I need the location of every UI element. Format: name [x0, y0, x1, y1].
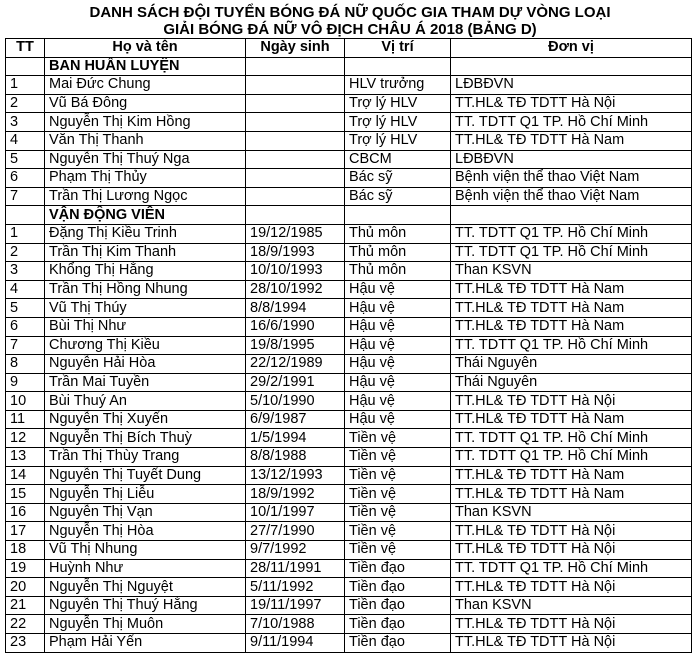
- cell-position: Trợ lý HLV: [345, 113, 451, 132]
- section-title: BAN HUẤN LUYỆN: [45, 57, 246, 76]
- cell-unit: TT.HL& TĐ TDTT Hà Nam: [451, 466, 692, 485]
- table-row: [6, 578, 692, 597]
- cell-unit: TT. TDTT Q1 TP. Hồ Chí Minh: [451, 224, 692, 243]
- cell-position: Bác sỹ: [345, 169, 451, 188]
- cell-unit: TT.HL& TĐ TDTT Hà Nội: [451, 578, 692, 597]
- cell-name: Nguyễn Thị Liễu: [45, 485, 246, 504]
- cell-unit: TT.HL& TĐ TDTT Hà Nội: [451, 522, 692, 541]
- empty-cell: [451, 206, 692, 225]
- cell-dob: 9/11/1994: [246, 634, 345, 653]
- cell-name: Nguyễn Thị Muôn: [45, 615, 246, 634]
- cell-tt: 7: [6, 336, 45, 355]
- cell-position: Tiền đạo: [345, 578, 451, 597]
- cell-position: Hậu vệ: [345, 355, 451, 374]
- cell-dob: 5/11/1992: [246, 578, 345, 597]
- cell-dob: 28/11/1991: [246, 559, 345, 578]
- cell-tt: 1: [6, 224, 45, 243]
- table-row: [6, 559, 692, 578]
- cell-dob: [246, 94, 345, 113]
- cell-dob: 5/10/1990: [246, 392, 345, 411]
- cell-name: Nguyễn Thị Xuyến: [45, 410, 246, 429]
- table-row: [6, 596, 692, 615]
- cell-dob: 19/8/1995: [246, 336, 345, 355]
- cell-position: Thủ môn: [345, 224, 451, 243]
- table-row: [6, 187, 692, 206]
- cell-tt: 2: [6, 243, 45, 262]
- empty-cell: [451, 57, 692, 76]
- cell-position: Tiền vệ: [345, 541, 451, 560]
- cell-name: Trần Thị Thùy Trang: [45, 448, 246, 467]
- table-row: [6, 373, 692, 392]
- table-row: [6, 131, 692, 150]
- cell-tt: 21: [6, 596, 45, 615]
- cell-unit: Than KSVN: [451, 596, 692, 615]
- cell-name: Nguyễn Thị Thuý Nga: [45, 150, 246, 169]
- cell-name: Văn Thị Thanh: [45, 131, 246, 150]
- cell-dob: 9/7/1992: [246, 541, 345, 560]
- cell-name: Phạm Thị Thủy: [45, 169, 246, 188]
- section-row: [6, 206, 692, 225]
- cell-dob: 6/9/1987: [246, 410, 345, 429]
- cell-dob: 7/10/1988: [246, 615, 345, 634]
- cell-position: Trợ lý HLV: [345, 131, 451, 150]
- cell-tt: 2: [6, 94, 45, 113]
- cell-tt: 16: [6, 503, 45, 522]
- cell-dob: 8/8/1994: [246, 299, 345, 318]
- table-row: [6, 541, 692, 560]
- table-row: [6, 243, 692, 262]
- empty-cell: [246, 57, 345, 76]
- cell-name: Nguyễn Thị Hòa: [45, 522, 246, 541]
- cell-unit: TT. TDTT Q1 TP. Hồ Chí Minh: [451, 429, 692, 448]
- cell-position: Hậu vệ: [345, 280, 451, 299]
- section-title: VẬN ĐỘNG VIÊN: [45, 206, 246, 225]
- cell-unit: TT.HL& TĐ TDTT Hà Nội: [451, 615, 692, 634]
- cell-position: Hậu vệ: [345, 299, 451, 318]
- header-name: Họ và tên: [45, 39, 246, 58]
- cell-unit: LĐBĐVN: [451, 150, 692, 169]
- cell-unit: TT.HL& TĐ TDTT Hà Nội: [451, 634, 692, 653]
- cell-unit: TT.HL& TĐ TDTT Hà Nam: [451, 317, 692, 336]
- empty-cell: [6, 57, 45, 76]
- cell-position: Tiền đạo: [345, 615, 451, 634]
- cell-tt: 5: [6, 299, 45, 318]
- table-row: [6, 410, 692, 429]
- cell-name: Mai Đức Chung: [45, 76, 246, 95]
- cell-name: Trần Thị Lương Ngọc: [45, 187, 246, 206]
- cell-unit: TT.HL& TĐ TDTT Hà Nội: [451, 392, 692, 411]
- cell-position: Bác sỹ: [345, 187, 451, 206]
- cell-unit: TT. TDTT Q1 TP. Hồ Chí Minh: [451, 336, 692, 355]
- cell-dob: 8/8/1988: [246, 448, 345, 467]
- cell-position: Tiền vệ: [345, 485, 451, 504]
- cell-tt: 22: [6, 615, 45, 634]
- cell-dob: 29/2/1991: [246, 373, 345, 392]
- cell-tt: 7: [6, 187, 45, 206]
- document-title: [0, 0, 700, 38]
- cell-name: Chương Thị Kiều: [45, 336, 246, 355]
- cell-tt: 3: [6, 113, 45, 132]
- cell-name: Khổng Thị Hằng: [45, 262, 246, 281]
- cell-position: Thủ môn: [345, 243, 451, 262]
- cell-tt: 5: [6, 150, 45, 169]
- cell-tt: 20: [6, 578, 45, 597]
- cell-position: Tiền vệ: [345, 429, 451, 448]
- cell-name: Vũ Bá Đông: [45, 94, 246, 113]
- table-row: [6, 355, 692, 374]
- table-row: [6, 299, 692, 318]
- roster-table: [5, 38, 692, 653]
- table-row: [6, 336, 692, 355]
- cell-dob: 10/1/1997: [246, 503, 345, 522]
- cell-position: Hậu vệ: [345, 410, 451, 429]
- table-row: [6, 280, 692, 299]
- cell-position: Tiền vệ: [345, 503, 451, 522]
- cell-tt: 14: [6, 466, 45, 485]
- cell-tt: 4: [6, 131, 45, 150]
- cell-unit: TT.HL& TĐ TDTT Hà Nam: [451, 280, 692, 299]
- table-row: [6, 94, 692, 113]
- table-row: [6, 76, 692, 95]
- cell-name: Huỳnh Như: [45, 559, 246, 578]
- cell-tt: 11: [6, 410, 45, 429]
- table-row: [6, 113, 692, 132]
- cell-dob: 19/12/1985: [246, 224, 345, 243]
- cell-unit: Bệnh viện thể thao Việt Nam: [451, 187, 692, 206]
- table-row: [6, 392, 692, 411]
- table-row: [6, 503, 692, 522]
- cell-unit: TT.HL& TĐ TDTT Hà Nam: [451, 410, 692, 429]
- section-row: [6, 57, 692, 76]
- cell-position: Trợ lý HLV: [345, 94, 451, 113]
- cell-tt: 12: [6, 429, 45, 448]
- cell-name: Nguyễn Thị Nguyệt: [45, 578, 246, 597]
- cell-tt: 15: [6, 485, 45, 504]
- cell-name: Nguyễn Thị Vạn: [45, 503, 246, 522]
- cell-dob: 27/7/1990: [246, 522, 345, 541]
- cell-unit: TT. TDTT Q1 TP. Hồ Chí Minh: [451, 113, 692, 132]
- cell-dob: 1/5/1994: [246, 429, 345, 448]
- cell-dob: 18/9/1993: [246, 243, 345, 262]
- cell-unit: TT.HL& TĐ TDTT Hà Nam: [451, 485, 692, 504]
- cell-unit: Thái Nguyên: [451, 373, 692, 392]
- title-line-1: DANH SÁCH ĐỘI TUYỂN BÓNG ĐÁ NỮ QUỐC GIA THAM DỰ VÒNG LOẠI: [89, 4, 611, 21]
- cell-position: Hậu vệ: [345, 336, 451, 355]
- cell-unit: TT. TDTT Q1 TP. Hồ Chí Minh: [451, 243, 692, 262]
- cell-dob: [246, 187, 345, 206]
- table-row: [6, 448, 692, 467]
- cell-position: HLV trưởng: [345, 76, 451, 95]
- table-row: [6, 522, 692, 541]
- cell-dob: 13/12/1993: [246, 466, 345, 485]
- cell-tt: 3: [6, 262, 45, 281]
- header-position: Vị trí: [345, 39, 451, 58]
- cell-name: Nguyễn Thị Bích Thuỳ: [45, 429, 246, 448]
- cell-dob: 10/10/1993: [246, 262, 345, 281]
- cell-name: Nguyễn Thị Kim Hồng: [45, 113, 246, 132]
- empty-cell: [6, 206, 45, 225]
- table-row: [6, 169, 692, 188]
- cell-position: Tiền vệ: [345, 448, 451, 467]
- cell-tt: 4: [6, 280, 45, 299]
- cell-name: Phạm Hải Yến: [45, 634, 246, 653]
- cell-tt: 6: [6, 317, 45, 336]
- table-body: [6, 57, 692, 652]
- cell-tt: 1: [6, 76, 45, 95]
- table-row: [6, 262, 692, 281]
- cell-tt: 19: [6, 559, 45, 578]
- cell-name: Trần Thị Kim Thanh: [45, 243, 246, 262]
- cell-unit: Than KSVN: [451, 262, 692, 281]
- table-row: [6, 634, 692, 653]
- cell-name: Nguyễn Thị Thuý Hằng: [45, 596, 246, 615]
- cell-tt: 18: [6, 541, 45, 560]
- empty-cell: [246, 206, 345, 225]
- empty-cell: [345, 57, 451, 76]
- table-row: [6, 317, 692, 336]
- cell-unit: TT. TDTT Q1 TP. Hồ Chí Minh: [451, 448, 692, 467]
- cell-name: Đặng Thị Kiều Trinh: [45, 224, 246, 243]
- empty-cell: [345, 206, 451, 225]
- cell-dob: [246, 113, 345, 132]
- table-row: [6, 615, 692, 634]
- cell-position: Tiền vệ: [345, 466, 451, 485]
- cell-dob: [246, 169, 345, 188]
- cell-position: Thủ môn: [345, 262, 451, 281]
- cell-position: Tiền đạo: [345, 596, 451, 615]
- table-row: [6, 150, 692, 169]
- cell-dob: [246, 76, 345, 95]
- cell-tt: 6: [6, 169, 45, 188]
- cell-dob: [246, 131, 345, 150]
- cell-unit: TT.HL& TĐ TDTT Hà Nam: [451, 131, 692, 150]
- cell-name: Bùi Thị Như: [45, 317, 246, 336]
- cell-unit: Bệnh viện thể thao Việt Nam: [451, 169, 692, 188]
- cell-dob: 28/10/1992: [246, 280, 345, 299]
- cell-dob: [246, 150, 345, 169]
- table-row: [6, 224, 692, 243]
- cell-name: Bùi Thuý An: [45, 392, 246, 411]
- cell-name: Vũ Thị Nhung: [45, 541, 246, 560]
- cell-name: Nguyễn Thị Tuyết Dung: [45, 466, 246, 485]
- title-line-2: GIẢI BÓNG ĐÁ NỮ VÔ ĐỊCH CHÂU Á 2018 (BẢNG D): [163, 21, 537, 38]
- cell-tt: 13: [6, 448, 45, 467]
- cell-position: Tiền vệ: [345, 522, 451, 541]
- table-header-row: [6, 39, 692, 58]
- table-row: [6, 429, 692, 448]
- header-dob: Ngày sinh: [246, 39, 345, 58]
- cell-position: Hậu vệ: [345, 373, 451, 392]
- cell-position: CBCM: [345, 150, 451, 169]
- cell-dob: 19/11/1997: [246, 596, 345, 615]
- table-row: [6, 466, 692, 485]
- cell-unit: TT. TDTT Q1 TP. Hồ Chí Minh: [451, 559, 692, 578]
- cell-dob: 18/9/1992: [246, 485, 345, 504]
- cell-tt: 9: [6, 373, 45, 392]
- cell-position: Tiền đạo: [345, 634, 451, 653]
- cell-tt: 10: [6, 392, 45, 411]
- cell-tt: 23: [6, 634, 45, 653]
- cell-unit: Than KSVN: [451, 503, 692, 522]
- cell-name: Nguyễn Hải Hòa: [45, 355, 246, 374]
- cell-unit: LĐBĐVN: [451, 76, 692, 95]
- cell-dob: 16/6/1990: [246, 317, 345, 336]
- header-tt: TT: [6, 39, 45, 58]
- cell-tt: 17: [6, 522, 45, 541]
- cell-position: Hậu vệ: [345, 392, 451, 411]
- cell-unit: TT.HL& TĐ TDTT Hà Nội: [451, 541, 692, 560]
- cell-unit: TT.HL& TĐ TDTT Hà Nam: [451, 299, 692, 318]
- cell-name: Vũ Thị Thúy: [45, 299, 246, 318]
- cell-name: Trần Thị Hồng Nhung: [45, 280, 246, 299]
- table-row: [6, 485, 692, 504]
- header-unit: Đơn vị: [451, 39, 692, 58]
- cell-name: Trần Mai Tuyền: [45, 373, 246, 392]
- cell-unit: Thái Nguyên: [451, 355, 692, 374]
- cell-position: Hậu vệ: [345, 317, 451, 336]
- cell-position: Tiền đạo: [345, 559, 451, 578]
- cell-unit: TT.HL& TĐ TDTT Hà Nội: [451, 94, 692, 113]
- cell-dob: 22/12/1989: [246, 355, 345, 374]
- cell-tt: 8: [6, 355, 45, 374]
